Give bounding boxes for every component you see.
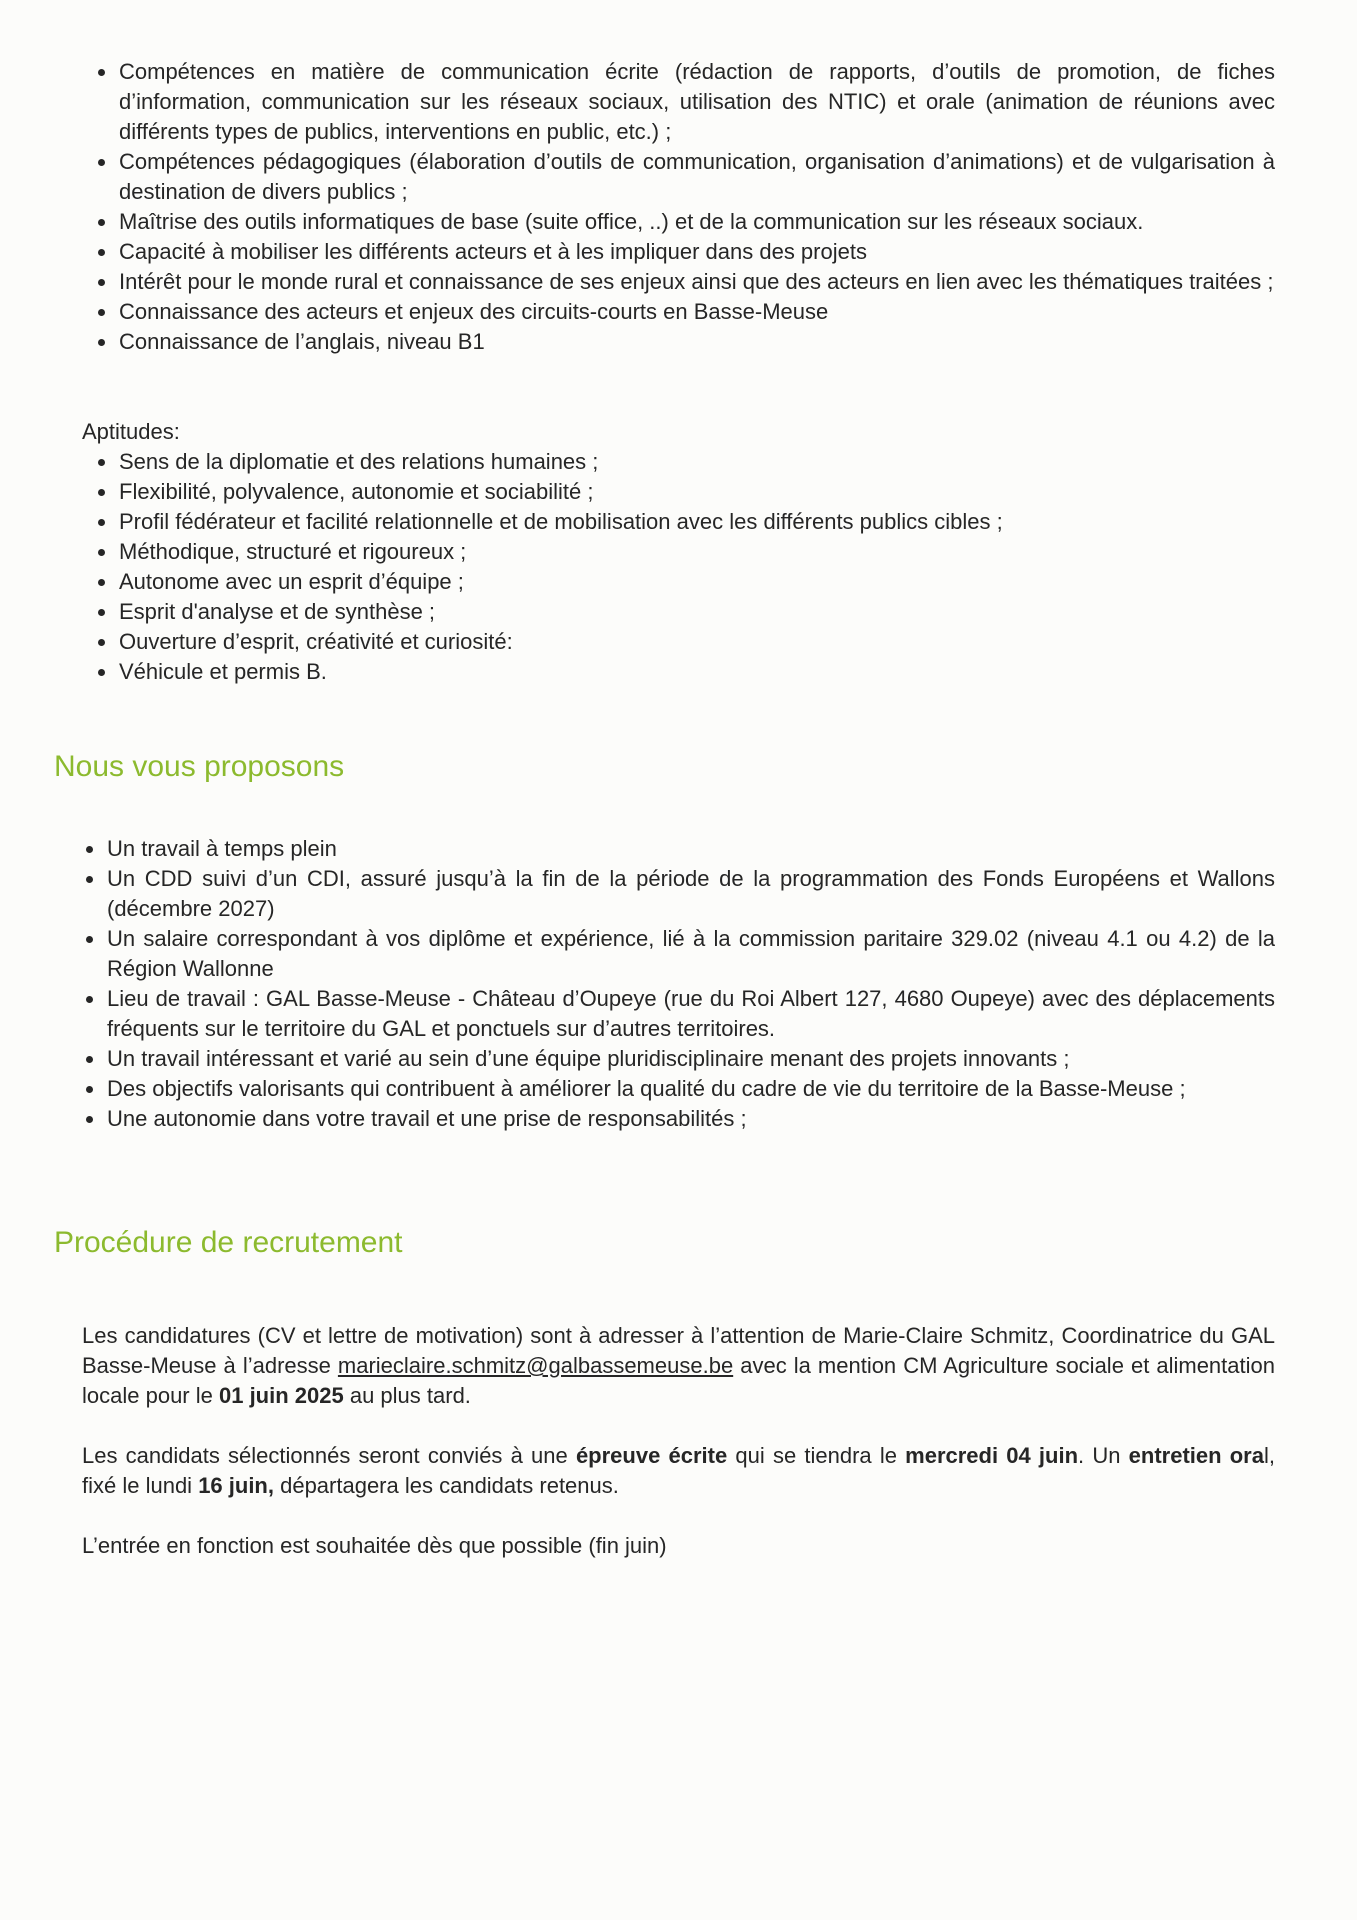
aptitudes-label: Aptitudes: [82,419,180,444]
bold-text: entretien ora [1128,1443,1264,1468]
bold-text: mercredi 04 juin [905,1443,1079,1468]
list-item: Un salaire correspondant à vos diplôme et expérience, lié à la commission paritaire 329.02 (niveau 4.1 ou 4.2) de la Région Wallonne [107,924,1275,984]
list-item: Sens de la diplomatie et des relations humaines ; [119,447,1275,477]
text: qui se tiendra le [727,1443,906,1468]
section-heading-proposons: Nous vous proposons [54,750,345,783]
list-item: Autonome avec un esprit d’équipe ; [119,567,1275,597]
skills-list [119,57,1275,357]
text: l, fixé le lundi [82,1443,1275,1498]
offer-list [107,834,1275,1134]
text: Les candidats sélectionnés seront conviés à une [82,1443,576,1468]
list-item: Une autonomie dans votre travail et une prise de responsabilités ; [107,1104,1275,1134]
list-item: Capacité à mobiliser les différents acteurs et à les impliquer dans des projets [119,237,1275,267]
list-item: Un CDD suivi d’un CDI, assuré jusqu’à la fin de la période de la programmation des Fonds Européens et Wallons (décembre 2027) [107,864,1275,924]
text: Les candidatures (CV et lettre de motivation) sont à adresser à l’attention de Marie-Claire Schmitz, Coordinatrice du GAL Basse-Meuse à l’adresse [82,1323,1275,1378]
list-item: Un travail à temps plein [107,834,1275,864]
list-item: Connaissance de l’anglais, niveau B1 [119,327,1275,357]
list-item: Esprit d'analyse et de synthèse ; [119,597,1275,627]
list-item: Compétences pédagogiques (élaboration d’outils de communication, organisation d’animations) et de vulgarisation à destination de divers publics ; [119,147,1275,207]
list-item: Méthodique, structuré et rigoureux ; [119,537,1275,567]
email-link[interactable]: marieclaire.schmitz@galbassemeuse.be [337,1353,734,1378]
list-item: Flexibilité, polyvalence, autonomie et sociabilité ; [119,477,1275,507]
text: . Un [1078,1443,1129,1468]
aptitudes-list [119,447,1275,687]
text: avec la mention CM Agriculture sociale et alimentation locale pour le [82,1353,1275,1408]
list-item: Ouverture d’esprit, créativité et curiosité: [119,627,1275,657]
bold-text: épreuve écrite [575,1443,728,1468]
list-item: Compétences en matière de communication écrite (rédaction de rapports, d’outils de promotion, de fiches d’information, communication sur les réseaux sociaux, utilisation des NTIC) et orale (animation de réunions avec différents types de publics, interventions en public, etc.) ; [119,57,1275,147]
application-paragraph [82,1321,1275,1411]
text: au plus tard. [343,1383,471,1408]
start-date-paragraph: L’entrée en fonction est souhaitée dès que possible (fin juin) [82,1533,667,1558]
list-item: Connaissance des acteurs et enjeux des circuits-courts en Basse-Meuse [119,297,1275,327]
list-item: Véhicule et permis B. [119,657,1275,687]
list-item: Maîtrise des outils informatiques de base (suite office, ..) et de la communication sur les réseaux sociaux. [119,207,1275,237]
list-item: Un travail intéressant et varié au sein d’une équipe pluridisciplinaire menant des projets innovants ; [107,1044,1275,1074]
list-item: Lieu de travail : GAL Basse-Meuse - Château d’Oupeye (rue du Roi Albert 127, 4680 Oupeye) avec des déplacements fréquents sur le territoire du GAL et ponctuels sur d’autres territoires. [107,984,1275,1044]
text: départagera les candidats retenus. [273,1473,619,1498]
section-heading-procedure: Procédure de recrutement [54,1226,403,1259]
bold-text: 16 juin, [198,1473,274,1498]
list-item: Profil fédérateur et facilité relationnelle et de mobilisation avec les différents publics cibles ; [119,507,1275,537]
list-item: Intérêt pour le monde rural et connaissance de ses enjeux ainsi que des acteurs en lien avec les thématiques traitées ; [119,267,1275,297]
selection-paragraph [82,1441,1275,1501]
deadline-date: 01 juin 2025 [218,1383,344,1408]
list-item: Des objectifs valorisants qui contribuent à améliorer la qualité du cadre de vie du territoire de la Basse-Meuse ; [107,1074,1275,1104]
